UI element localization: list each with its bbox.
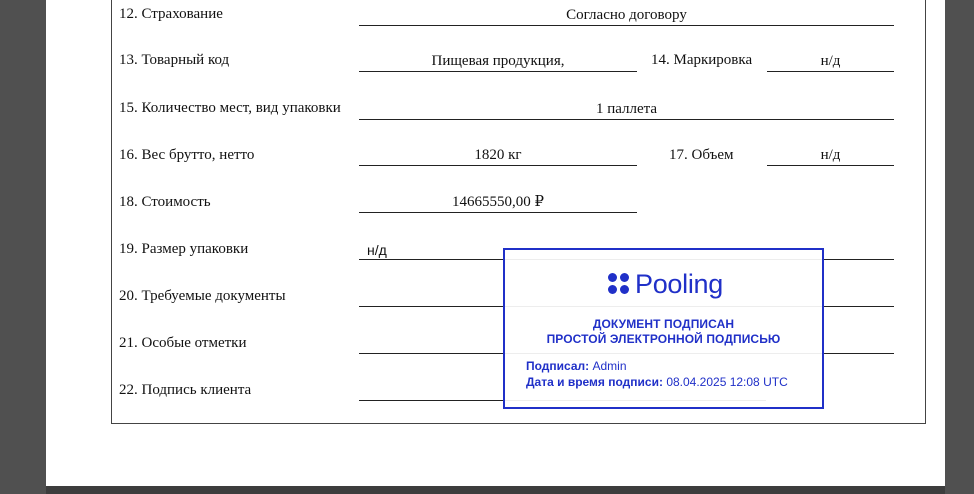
stamp-title-line1: ДОКУМЕНТ ПОДПИСАН <box>592 317 735 331</box>
stamp-signer <box>526 359 627 373</box>
label-required-docs: 20. Требуемые документы <box>119 288 286 304</box>
label-client-signature: 22. Подпись клиента <box>119 382 252 398</box>
pooling-dots-icon <box>608 273 630 295</box>
field-volume: н/д <box>767 145 894 166</box>
stamp-datetime <box>526 375 788 389</box>
label-special-notes: 21. Особые отметки <box>119 335 247 351</box>
pooling-logo <box>608 268 723 300</box>
electronic-signature-stamp <box>503 248 824 409</box>
document-content <box>46 0 945 486</box>
label-volume: 17. Объем <box>669 147 734 163</box>
pooling-logo-text: Pooling <box>635 269 723 299</box>
label-marking: 14. Маркировка <box>651 52 753 68</box>
field-packages: 1 паллета <box>359 99 894 120</box>
label-insurance: 12. Страхование <box>119 6 223 22</box>
label-cost: 18. Стоимость <box>119 194 211 210</box>
stamp-title-line2: ПРОСТОЙ ЭЛЕКТРОННОЙ ПОДПИСЬЮ <box>546 332 781 346</box>
field-package-size: н/д <box>359 240 894 260</box>
field-marking: н/д <box>767 51 894 72</box>
page-shadow <box>46 486 945 494</box>
stamp-datetime-label: Дата и время подписи: <box>526 375 663 389</box>
field-cost: 14665550,00 ₽ <box>359 192 637 213</box>
label-weight: 16. Вес брутто, нетто <box>119 147 255 163</box>
stamp-signer-label: Подписал: <box>526 359 590 373</box>
field-weight: 1820 кг <box>359 145 637 166</box>
field-insurance: Согласно договору <box>359 5 894 26</box>
stamp-datetime-value: 08.04.2025 12:08 UTC <box>666 375 788 389</box>
stamp-signer-value: Admin <box>592 359 627 373</box>
label-product-code: 13. Товарный код <box>119 52 230 68</box>
label-package-size: 19. Размер упаковки <box>119 241 249 257</box>
field-product-code: Пищевая продукция, <box>359 51 637 72</box>
label-packages: 15. Количество мест, вид упаковки <box>119 100 341 116</box>
